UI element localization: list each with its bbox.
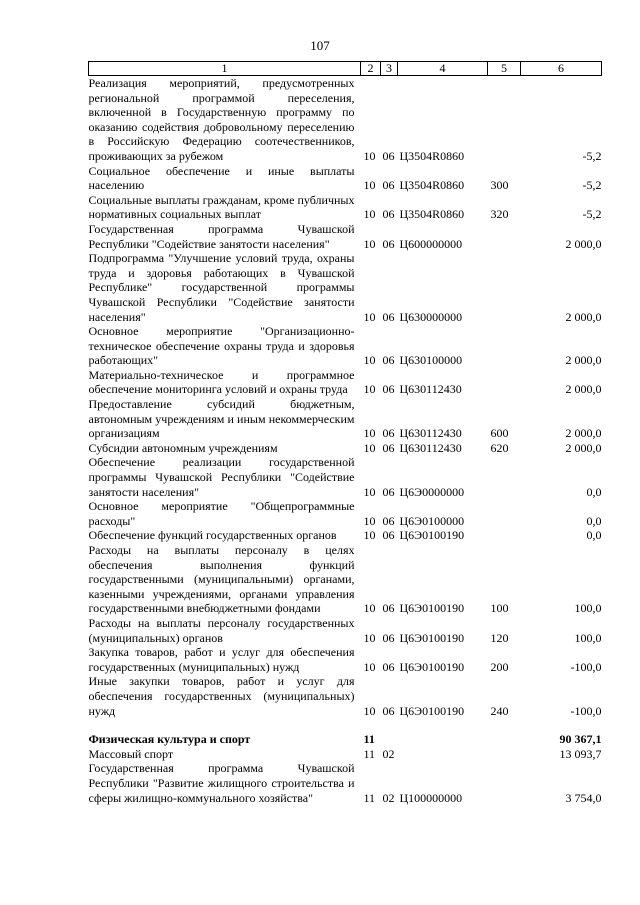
- table-header-row: [89, 62, 602, 76]
- row-expense-type-cell: [488, 499, 521, 528]
- column-header-expense-type: 5: [488, 62, 521, 76]
- row-name-cell: Расходы на выплаты персоналу государственных (муниципальных) органов: [88, 615, 355, 645]
- row-expense-type-cell: [488, 368, 521, 397]
- row-expense-type-cell: 620: [490, 440, 509, 455]
- row-amount-cell: 100,0: [574, 630, 602, 645]
- row-name-cell: Социальное обеспечение и иные выплаты населению: [88, 163, 355, 193]
- row-amount-cell: -5,2: [582, 178, 602, 193]
- row-expense-type-cell: [488, 251, 521, 324]
- row-expense-type-cell: 320: [490, 207, 509, 222]
- table-row: [89, 499, 602, 528]
- row-subsection-cell: 02: [382, 790, 395, 805]
- row-target-article-cell: [398, 718, 488, 747]
- row-amount-cell: 2 000,0: [565, 353, 602, 368]
- row-amount-cell: -5,2: [582, 207, 602, 222]
- row-name-cell: Обеспечение реализации государственной программы Чувашской Республики "Содействие занятости населения": [88, 455, 355, 499]
- row-target-article-cell: Ц630112430: [399, 440, 462, 455]
- row-section-cell: 10: [363, 426, 376, 441]
- row-section-cell: 10: [363, 148, 376, 163]
- row-section-cell: 10: [363, 703, 376, 718]
- row-section-cell: 11: [363, 790, 376, 805]
- row-target-article-cell: Ц600000000: [399, 236, 463, 251]
- table-row: [89, 251, 602, 324]
- table-body: [89, 76, 602, 806]
- column-header-name: 1: [89, 62, 361, 76]
- row-subsection-cell: 06: [382, 207, 395, 222]
- row-name-cell: Государственная программа Чувашской Республики "Содействие занятости населения": [88, 221, 355, 251]
- table-row: [89, 455, 602, 499]
- row-section-cell: 10: [363, 382, 376, 397]
- row-expense-type-cell: 600: [490, 426, 509, 441]
- row-expense-type-cell: [488, 455, 521, 499]
- row-section-cell: 11: [363, 732, 375, 747]
- row-name-cell: Физическая культура и спорт: [88, 732, 251, 747]
- row-amount-cell: 0,0: [586, 513, 602, 528]
- row-name-cell: Предоставление субсидий бюджетным, автономным учреждениям и иным некоммерческим организациям: [88, 397, 355, 441]
- table-row: [89, 324, 602, 368]
- column-header-subsection: 3: [381, 62, 398, 76]
- row-name-cell: Массовый спорт: [88, 746, 174, 761]
- row-subsection-cell: 06: [382, 353, 395, 368]
- column-header-target-article: 4: [398, 62, 488, 76]
- row-subsection-cell: 06: [382, 426, 395, 441]
- row-target-article-cell: Ц6Э0100000: [399, 513, 465, 528]
- column-header-section: 2: [361, 62, 381, 76]
- row-expense-type-cell: 120: [490, 630, 509, 645]
- table-row: [89, 528, 602, 543]
- row-subsection-cell: 06: [382, 148, 395, 163]
- column-header-amount: 6: [521, 62, 602, 76]
- row-subsection-cell: 06: [382, 236, 395, 251]
- row-name-cell: Основное мероприятие "Организационно-техническое обеспечение охраны труда и здоровья работающих": [88, 324, 355, 368]
- row-amount-cell: -5,2: [582, 148, 602, 163]
- row-name-cell: Закупка товаров, работ и услуг для обеспечения государственных (муниципальных) нужд: [88, 645, 355, 674]
- row-target-article-cell: Ц6Э0100190: [399, 659, 465, 674]
- row-target-article-cell: Ц3504R0860: [399, 207, 465, 222]
- row-expense-type-cell: [488, 76, 521, 164]
- table-row: [89, 674, 602, 718]
- table-row: [89, 645, 602, 674]
- row-name-cell: Реализация мероприятий, предусмотренных региональной программой переселения, включенной в Государственную программу по оказанию содействия добровольному переселению в Российскую Федерацию соотечественников, проживающих за рубежом: [88, 76, 355, 163]
- row-target-article-cell: Ц6Э0100190: [399, 630, 465, 645]
- row-name-cell: Материально-техническое и программное обеспечение мониторинга условий и охраны труда: [88, 367, 355, 397]
- row-subsection-cell: 06: [382, 440, 395, 455]
- row-name-cell: Иные закупки товаров, работ и услуг для обеспечения государственных (муниципальных) нужд: [88, 674, 355, 718]
- row-target-article-cell: Ц630112430: [399, 426, 462, 441]
- row-amount-cell: 3 754,0: [565, 790, 602, 805]
- row-target-article-cell: Ц6Э0100190: [399, 703, 465, 718]
- row-section-cell: 10: [363, 207, 376, 222]
- row-subsection-cell: 06: [382, 484, 395, 499]
- row-name-cell: Субсидии автономным учреждениям: [88, 440, 278, 455]
- row-amount-cell: 2 000,0: [565, 426, 602, 441]
- row-amount-cell: 0,0: [586, 528, 602, 543]
- table-row: [89, 441, 602, 456]
- row-expense-type-cell: [488, 761, 521, 805]
- table-row: [89, 718, 602, 747]
- table-row: [89, 222, 602, 251]
- row-subsection-cell: 06: [382, 178, 395, 193]
- row-subsection-cell: 06: [382, 309, 395, 324]
- row-section-cell: 10: [363, 513, 376, 528]
- row-expense-type-cell: [488, 222, 521, 251]
- row-amount-cell: 2 000,0: [565, 309, 602, 324]
- row-section-cell: 10: [363, 440, 376, 455]
- row-target-article-cell: Ц630000000: [399, 309, 463, 324]
- row-name-cell: Обеспечение функций государственных органов: [88, 528, 337, 543]
- row-name-cell: Основное мероприятие "Общепрограммные расходы": [88, 499, 355, 528]
- row-target-article-cell: Ц6Э0000000: [399, 484, 465, 499]
- row-subsection-cell: 02: [382, 746, 395, 761]
- row-name-cell: Государственная программа Чувашской Республики "Развитие жилищного строительства и сферы жилищно-коммунального хозяйства": [88, 761, 355, 805]
- row-expense-type-cell: [488, 718, 521, 747]
- row-amount-cell: -100,0: [570, 659, 602, 674]
- row-section-cell: 10: [363, 178, 376, 193]
- row-expense-type-cell: 240: [490, 703, 509, 718]
- row-target-article-cell: Ц6Э0100190: [399, 601, 465, 616]
- row-section-cell: 10: [363, 484, 376, 499]
- row-amount-cell: 13 093,7: [559, 746, 602, 761]
- table-row: [89, 747, 602, 762]
- table-row: [89, 76, 602, 164]
- row-section-cell: 10: [363, 630, 376, 645]
- row-subsection-cell: 06: [382, 659, 395, 674]
- table-row: [89, 164, 602, 193]
- row-amount-cell: 2 000,0: [565, 236, 602, 251]
- row-expense-type-cell: [488, 747, 521, 762]
- row-name-cell: Расходы на выплаты персоналу в целях обеспечения выполнения функций государственными (муниципальными) органами, казенными учреждениями, органами управления государственными внебюджетными фондами: [88, 543, 355, 616]
- row-amount-cell: 100,0: [574, 601, 602, 616]
- table-row: [89, 761, 602, 805]
- row-subsection-cell: 06: [382, 703, 395, 718]
- row-amount-cell: 2 000,0: [565, 440, 602, 455]
- row-target-article-cell: Ц6Э0100190: [399, 528, 465, 543]
- row-target-article-cell: [398, 747, 488, 762]
- budget-table: [88, 61, 602, 805]
- table-row: [89, 193, 602, 222]
- row-subsection-cell: [381, 718, 398, 747]
- row-expense-type-cell: 300: [490, 178, 509, 193]
- row-section-cell: 10: [363, 528, 376, 543]
- table-row: [89, 368, 602, 397]
- table-row: [89, 616, 602, 645]
- row-target-article-cell: Ц3504R0860: [399, 148, 465, 163]
- row-expense-type-cell: [488, 528, 521, 543]
- row-expense-type-cell: [488, 324, 521, 368]
- row-subsection-cell: 06: [382, 513, 395, 528]
- row-expense-type-cell: 200: [490, 659, 509, 674]
- row-target-article-cell: Ц630112430: [399, 382, 462, 397]
- row-section-cell: 10: [363, 601, 376, 616]
- row-subsection-cell: 06: [382, 528, 395, 543]
- row-subsection-cell: 06: [382, 630, 395, 645]
- row-amount-cell: 90 367,1: [559, 732, 602, 747]
- row-expense-type-cell: 100: [490, 601, 509, 616]
- row-subsection-cell: 06: [382, 382, 395, 397]
- row-amount-cell: 2 000,0: [565, 382, 602, 397]
- row-name-cell: Социальные выплаты гражданам, кроме публичных нормативных социальных выплат: [88, 192, 355, 222]
- table-row: [89, 543, 602, 616]
- row-section-cell: 10: [363, 353, 376, 368]
- row-section-cell: 10: [363, 236, 376, 251]
- row-name-cell: Подпрограмма "Улучшение условий труда, охраны труда и здоровья работающих в Чувашской Республике" государственной программы Чувашской Республики "Содействие занятости населения": [88, 251, 355, 324]
- table-row: [89, 397, 602, 441]
- row-section-cell: 10: [363, 309, 376, 324]
- row-section-cell: 11: [363, 746, 376, 761]
- row-target-article-cell: Ц3504R0860: [399, 178, 465, 193]
- row-target-article-cell: Ц100000000: [399, 790, 463, 805]
- row-subsection-cell: 06: [382, 601, 395, 616]
- row-target-article-cell: Ц630100000: [399, 353, 463, 368]
- row-amount-cell: -100,0: [570, 703, 602, 718]
- row-amount-cell: 0,0: [586, 484, 602, 499]
- page-number: 107: [310, 38, 330, 53]
- row-section-cell: 10: [363, 659, 376, 674]
